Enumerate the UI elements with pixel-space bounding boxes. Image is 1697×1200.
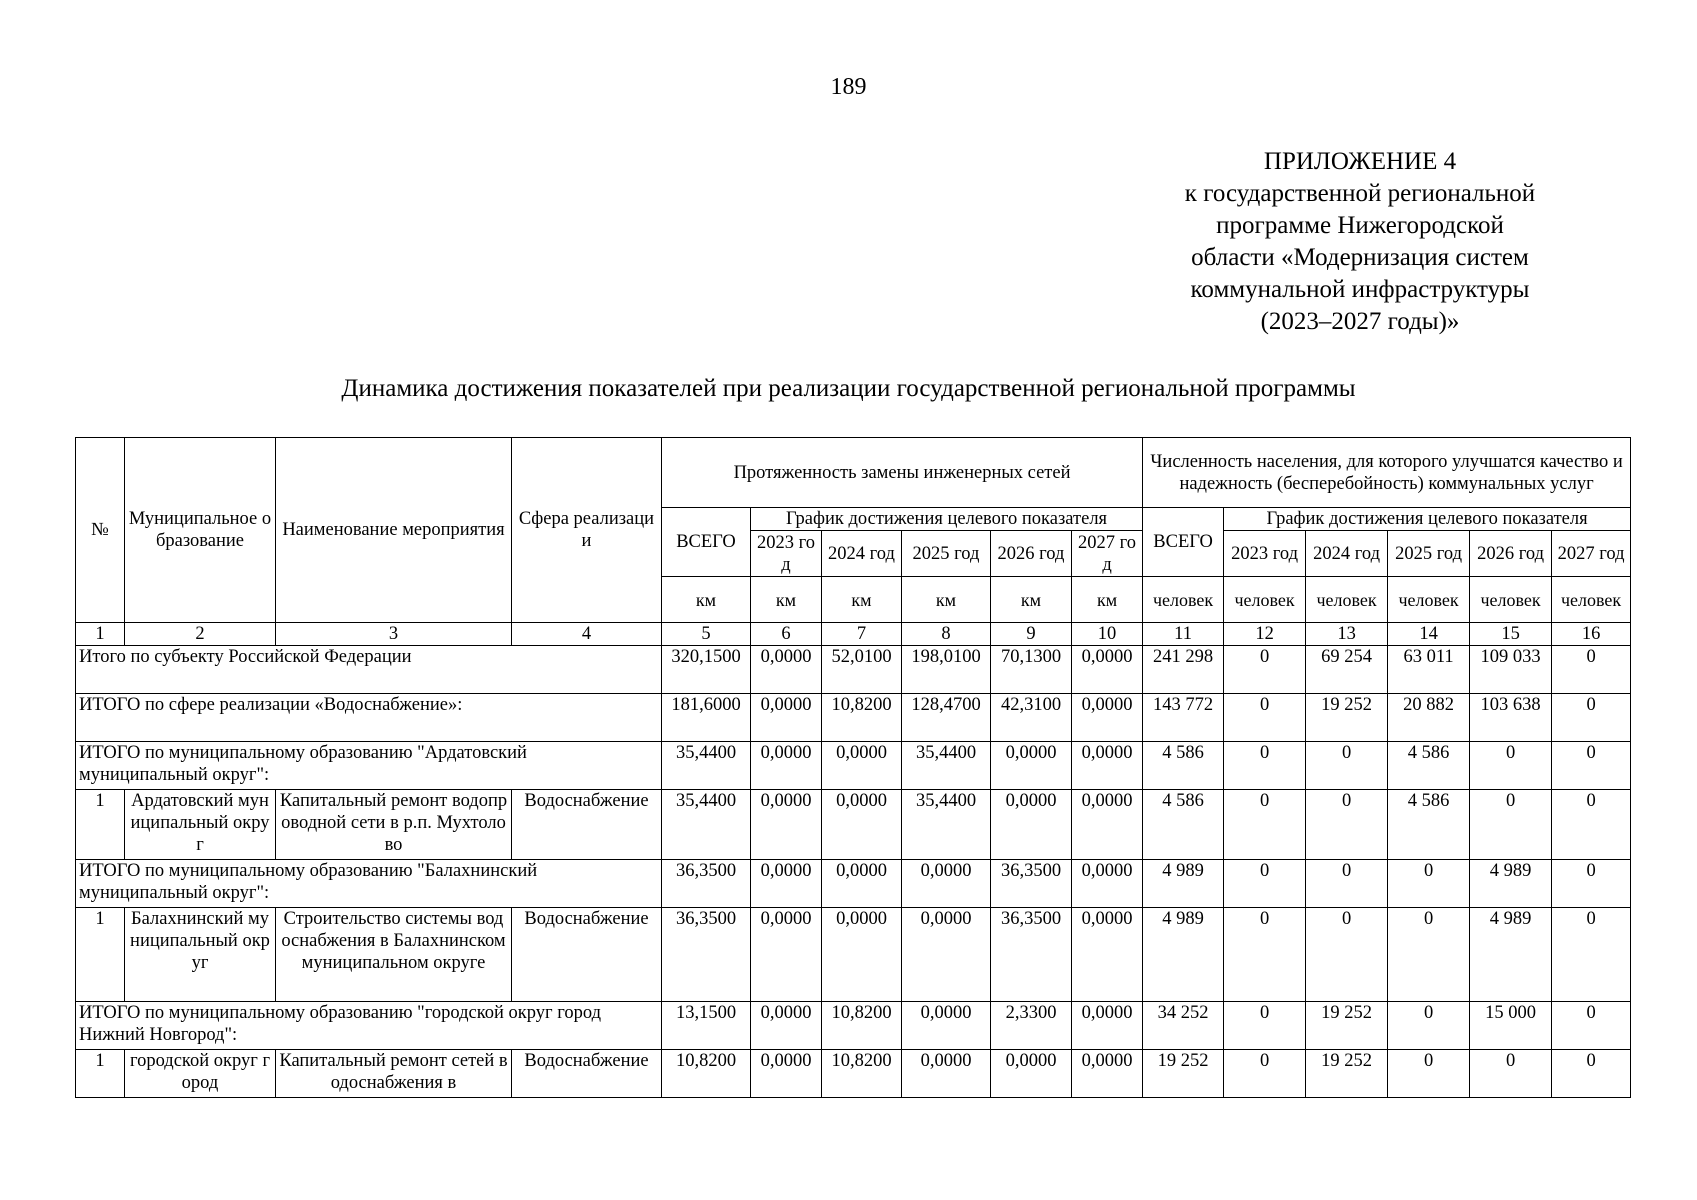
- people-value-cell: 4 586: [1388, 790, 1470, 860]
- people-value-cell: 0: [1552, 790, 1631, 860]
- header-schedule-km: График достижения целевого показателя: [751, 508, 1143, 531]
- people-value-cell: 109 033: [1470, 646, 1552, 694]
- people-value-cell: 0: [1552, 860, 1631, 908]
- column-number: 6: [751, 623, 822, 646]
- people-value-cell: 19 252: [1306, 1002, 1388, 1050]
- people-value-cell: 0: [1552, 1050, 1631, 1098]
- km-value-cell: 320,1500: [662, 646, 751, 694]
- km-value-cell: 35,4400: [902, 742, 991, 790]
- km-value-cell: 181,6000: [662, 694, 751, 742]
- km-value-cell: 0,0000: [1072, 742, 1143, 790]
- people-value-cell: 4 989: [1470, 908, 1552, 1002]
- header-unit-people: человек: [1306, 577, 1388, 623]
- column-number: 4: [512, 623, 662, 646]
- total-row: [76, 1002, 1631, 1050]
- people-value-cell: 0: [1552, 646, 1631, 694]
- header-year-people: 2027 год: [1552, 531, 1631, 577]
- appendix-heading: [1150, 146, 1570, 338]
- km-value-cell: 0,0000: [902, 1002, 991, 1050]
- km-value-cell: 0,0000: [751, 646, 822, 694]
- column-number: 11: [1143, 623, 1224, 646]
- people-value-cell: 4 586: [1388, 742, 1470, 790]
- table-row: [76, 1050, 1631, 1098]
- people-value-cell: 241 298: [1143, 646, 1224, 694]
- column-number: 14: [1388, 623, 1470, 646]
- appendix-line: коммунальной инфраструктуры: [1190, 276, 1530, 303]
- indicators-table: [75, 437, 1631, 1098]
- km-value-cell: 10,8200: [822, 1002, 902, 1050]
- sphere-cell: Водоснабжение: [512, 790, 662, 860]
- people-value-cell: 4 989: [1143, 860, 1224, 908]
- header-year-km: 2023 год: [751, 531, 822, 577]
- header-unit-km: км: [902, 577, 991, 623]
- column-number: 9: [991, 623, 1072, 646]
- people-value-cell: 0: [1224, 646, 1306, 694]
- header-year-people: 2025 год: [1388, 531, 1470, 577]
- km-value-cell: 10,8200: [822, 694, 902, 742]
- column-number: 1: [76, 623, 125, 646]
- header-year-km: 2024 год: [822, 531, 902, 577]
- column-number: 12: [1224, 623, 1306, 646]
- people-value-cell: 63 011: [1388, 646, 1470, 694]
- km-value-cell: 0,0000: [751, 790, 822, 860]
- people-value-cell: 0: [1470, 742, 1552, 790]
- header-unit-km: км: [751, 577, 822, 623]
- km-value-cell: 0,0000: [902, 860, 991, 908]
- municipality-cell: городской округ город: [125, 1050, 276, 1098]
- km-value-cell: 35,4400: [662, 790, 751, 860]
- header-year-people: 2023 год: [1224, 531, 1306, 577]
- total-row: [76, 860, 1631, 908]
- column-number: 2: [125, 623, 276, 646]
- total-label: ИТОГО по сфере реализации «Водоснабжение»:: [76, 694, 662, 742]
- people-value-cell: 0: [1306, 860, 1388, 908]
- event-cell: Строительство системы водоснабжения в Балахнинском муниципальном округе: [276, 908, 512, 1002]
- people-value-cell: 4 586: [1143, 742, 1224, 790]
- km-value-cell: 0,0000: [902, 908, 991, 1002]
- km-value-cell: 0,0000: [751, 908, 822, 1002]
- people-value-cell: 0: [1552, 742, 1631, 790]
- km-value-cell: 0,0000: [991, 790, 1072, 860]
- people-value-cell: 0: [1306, 908, 1388, 1002]
- table-row: [76, 908, 1631, 1002]
- column-number: 13: [1306, 623, 1388, 646]
- people-value-cell: 0: [1388, 860, 1470, 908]
- total-row: [76, 694, 1631, 742]
- km-value-cell: 0,0000: [902, 1050, 991, 1098]
- municipality-cell: Ардатовский муниципальный округ: [125, 790, 276, 860]
- people-value-cell: 103 638: [1470, 694, 1552, 742]
- km-value-cell: 0,0000: [751, 1050, 822, 1098]
- column-number: 10: [1072, 623, 1143, 646]
- header-municipality: Муниципальное образование: [125, 438, 276, 623]
- table-row: [76, 790, 1631, 860]
- people-value-cell: 0: [1224, 908, 1306, 1002]
- km-value-cell: 70,1300: [991, 646, 1072, 694]
- column-number: 16: [1552, 623, 1631, 646]
- km-value-cell: 0,0000: [751, 694, 822, 742]
- header-unit-people: человек: [1224, 577, 1306, 623]
- table-header: [76, 438, 1631, 646]
- km-value-cell: 0,0000: [1072, 646, 1143, 694]
- km-value-cell: 0,0000: [822, 742, 902, 790]
- people-value-cell: 19 252: [1306, 694, 1388, 742]
- people-value-cell: 0: [1388, 1002, 1470, 1050]
- people-value-cell: 0: [1224, 1002, 1306, 1050]
- appendix-line: (2023–2027 годы)»: [1260, 308, 1460, 335]
- km-value-cell: 0,0000: [1072, 860, 1143, 908]
- km-value-cell: 0,0000: [1072, 908, 1143, 1002]
- km-value-cell: 36,3500: [662, 860, 751, 908]
- event-cell: Капитальный ремонт водопроводной сети в р.п. Мухтолово: [276, 790, 512, 860]
- km-value-cell: 36,3500: [991, 908, 1072, 1002]
- km-value-cell: 10,8200: [822, 1050, 902, 1098]
- row-number: 1: [76, 790, 125, 860]
- header-unit-km: км: [662, 577, 751, 623]
- people-value-cell: 19 252: [1306, 1050, 1388, 1098]
- km-value-cell: 0,0000: [822, 860, 902, 908]
- km-value-cell: 0,0000: [1072, 1050, 1143, 1098]
- total-label: Итого по субъекту Российской Федерации: [76, 646, 662, 694]
- km-value-cell: 13,1500: [662, 1002, 751, 1050]
- km-value-cell: 198,0100: [902, 646, 991, 694]
- people-value-cell: 0: [1388, 908, 1470, 1002]
- header-year-km: 2027 год: [1072, 531, 1143, 577]
- people-value-cell: 0: [1306, 742, 1388, 790]
- header-unit-km: км: [1072, 577, 1143, 623]
- people-value-cell: 0: [1388, 1050, 1470, 1098]
- total-label: ИТОГО по муниципальному образованию "Ардатовский муниципальный округ":: [76, 742, 662, 790]
- people-value-cell: 0: [1224, 742, 1306, 790]
- header-total-people: ВСЕГО: [1143, 508, 1224, 577]
- km-value-cell: 35,4400: [902, 790, 991, 860]
- people-value-cell: 0: [1224, 1050, 1306, 1098]
- header-sphere: Сфера реализации: [512, 438, 662, 623]
- header-num: №: [76, 438, 125, 623]
- people-value-cell: 0: [1552, 694, 1631, 742]
- km-value-cell: 0,0000: [751, 860, 822, 908]
- people-value-cell: 0: [1224, 790, 1306, 860]
- km-value-cell: 0,0000: [991, 1050, 1072, 1098]
- km-value-cell: 0,0000: [991, 742, 1072, 790]
- people-value-cell: 0: [1224, 694, 1306, 742]
- header-unit-people: человек: [1143, 577, 1224, 623]
- header-year-km: 2025 год: [902, 531, 991, 577]
- km-value-cell: 0,0000: [751, 742, 822, 790]
- header-unit-km: км: [822, 577, 902, 623]
- event-cell: Капитальный ремонт сетей водоснабжения в: [276, 1050, 512, 1098]
- people-value-cell: 19 252: [1143, 1050, 1224, 1098]
- column-number-row: [76, 623, 1631, 646]
- people-value-cell: 4 989: [1143, 908, 1224, 1002]
- km-value-cell: 128,4700: [902, 694, 991, 742]
- column-number: 8: [902, 623, 991, 646]
- km-value-cell: 36,3500: [991, 860, 1072, 908]
- km-value-cell: 0,0000: [822, 908, 902, 1002]
- header-year-people: 2024 год: [1306, 531, 1388, 577]
- appendix-line: ПРИЛОЖЕНИЕ 4: [1263, 148, 1457, 175]
- header-year-km: 2026 год: [991, 531, 1072, 577]
- municipality-cell: Балахнинский муниципальный округ: [125, 908, 276, 1002]
- km-value-cell: 0,0000: [1072, 790, 1143, 860]
- appendix-line: программе Нижегородской: [1216, 212, 1504, 239]
- header-population-group: Численность населения, для которого улучшатся качество и надежность (бесперебойность) коммунальных услуг: [1143, 438, 1631, 508]
- people-value-cell: 4 989: [1470, 860, 1552, 908]
- people-value-cell: 0: [1552, 1002, 1631, 1050]
- column-number: 5: [662, 623, 751, 646]
- sphere-cell: Водоснабжение: [512, 908, 662, 1002]
- row-number: 1: [76, 1050, 125, 1098]
- km-value-cell: 2,3300: [991, 1002, 1072, 1050]
- km-value-cell: 42,3100: [991, 694, 1072, 742]
- page-number: 189: [830, 74, 867, 100]
- people-value-cell: 0: [1470, 1050, 1552, 1098]
- table-body: [76, 646, 1631, 1098]
- km-value-cell: 36,3500: [662, 908, 751, 1002]
- people-value-cell: 69 254: [1306, 646, 1388, 694]
- people-value-cell: 15 000: [1470, 1002, 1552, 1050]
- total-row: [76, 646, 1631, 694]
- header-schedule-people: График достижения целевого показателя: [1224, 508, 1631, 531]
- km-value-cell: 0,0000: [751, 1002, 822, 1050]
- header-networks-group: Протяженность замены инженерных сетей: [662, 438, 1143, 508]
- header-unit-km: км: [991, 577, 1072, 623]
- people-value-cell: 0: [1470, 790, 1552, 860]
- header-total-km: ВСЕГО: [662, 508, 751, 577]
- header-unit-people: человек: [1552, 577, 1631, 623]
- km-value-cell: 0,0000: [1072, 694, 1143, 742]
- km-value-cell: 0,0000: [1072, 1002, 1143, 1050]
- total-label: ИТОГО по муниципальному образованию "Балахнинский муниципальный округ":: [76, 860, 662, 908]
- document-title: Динамика достижения показателей при реализации государственной региональной программы: [341, 375, 1356, 402]
- header-event-name: Наименование мероприятия: [276, 438, 512, 623]
- appendix-line: области «Модернизация систем: [1191, 244, 1529, 271]
- header-year-people: 2026 год: [1470, 531, 1552, 577]
- appendix-line: к государственной региональной: [1184, 180, 1536, 207]
- column-number: 7: [822, 623, 902, 646]
- people-value-cell: 20 882: [1388, 694, 1470, 742]
- column-number: 15: [1470, 623, 1552, 646]
- people-value-cell: 4 586: [1143, 790, 1224, 860]
- header-unit-people: человек: [1470, 577, 1552, 623]
- people-value-cell: 143 772: [1143, 694, 1224, 742]
- km-value-cell: 35,4400: [662, 742, 751, 790]
- total-label: ИТОГО по муниципальному образованию "городской округ город Нижний Новгород":: [76, 1002, 662, 1050]
- people-value-cell: 0: [1552, 908, 1631, 1002]
- people-value-cell: 0: [1306, 790, 1388, 860]
- sphere-cell: Водоснабжение: [512, 1050, 662, 1098]
- row-number: 1: [76, 908, 125, 1002]
- km-value-cell: 52,0100: [822, 646, 902, 694]
- people-value-cell: 34 252: [1143, 1002, 1224, 1050]
- total-row: [76, 742, 1631, 790]
- people-value-cell: 0: [1224, 860, 1306, 908]
- km-value-cell: 0,0000: [822, 790, 902, 860]
- km-value-cell: 10,8200: [662, 1050, 751, 1098]
- header-unit-people: человек: [1388, 577, 1470, 623]
- column-number: 3: [276, 623, 512, 646]
